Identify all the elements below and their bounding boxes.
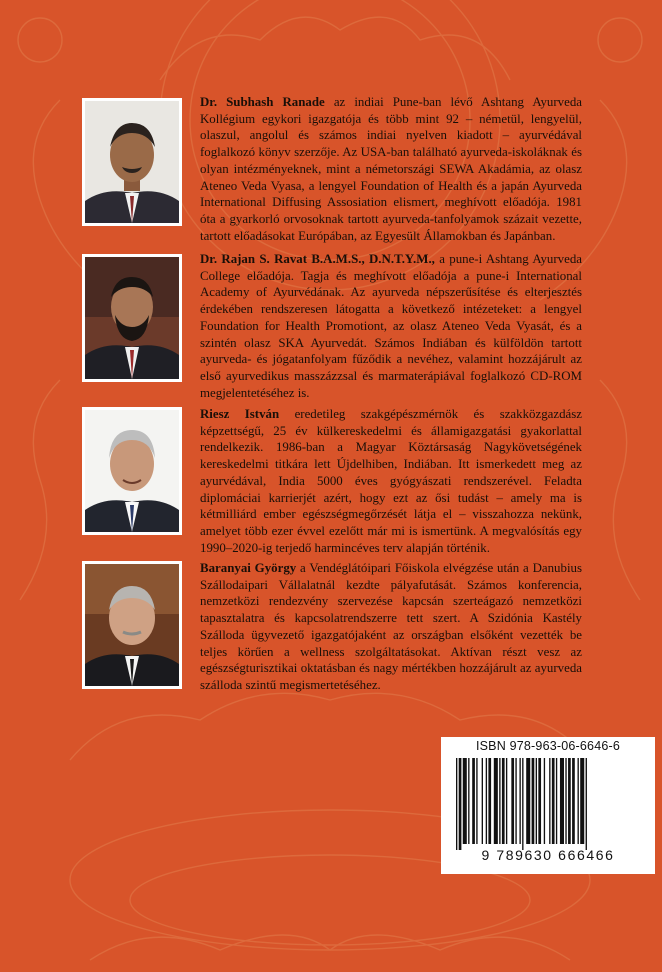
barcode-bar	[506, 758, 507, 844]
barcode-bar	[526, 758, 530, 844]
portrait-photo-ranade	[82, 98, 182, 226]
barcode-bar	[519, 758, 520, 844]
barcode-bar	[482, 758, 483, 844]
barcode-bar	[556, 758, 557, 844]
barcode-bar	[544, 758, 545, 844]
bio-text-baranyai: a Vendéglátóipari Főiskola elvégzése után a Danubius Szállodaipari Vállalatnál kezdte pályafutását. Számos konferencia, nemzetközi rendezvény szervezése kapcsán szerteágazó nemzetközi tapasztalatra és kapcsolatrendszerre tett szert. A Szidónia Kastély Szálloda ügyvezető igazgatójaként az országban elsőként vezették be teljes körűen a wellness szolgáltatásokat. Aktívan részt vesz az egészségturisztikai oktatásban és nagy mértékben hozzájárult az ayurveda szálloda szintű megismertetéséhez.	[200, 561, 582, 692]
barcode-bar	[538, 758, 541, 844]
barcode-bar	[586, 758, 587, 850]
barcode-bar	[476, 758, 477, 844]
bio-ravat	[200, 251, 582, 401]
bio-riesz	[200, 406, 582, 556]
barcode-bar	[456, 758, 457, 850]
barcode-bar	[488, 758, 491, 844]
barcode-bar	[502, 758, 505, 844]
bio-ranade	[200, 94, 582, 244]
barcode-bar	[572, 758, 575, 844]
barcode-bar	[494, 758, 498, 844]
barcode-bar	[565, 758, 566, 844]
barcode-bar	[463, 758, 467, 844]
barcode-bar	[468, 758, 469, 844]
barcode-bar	[552, 758, 555, 844]
barcode-bar	[499, 758, 500, 844]
barcode-bar	[532, 758, 535, 844]
bio-text-ranade: az indiai Pune-ban lévő Ashtang Ayurveda Kollégium egykori igazgatója és több mint 92 – németül, lengyelül, olaszul, angolul és számos indiai nyelven kiadott – ayurvédával foglalkozó könyv szerzője. Az USA-ban található ayurveda-iskoláknak és olyan intézményeknek, mint a németországi SEWA Akadámia, az olasz Ateneo Veda Vyasa, a lengyel Foundation of Health és a japán Ayurveda International Diffusing Assosiation elismert, meghívott előadója. 1981 óta a gyarkorló orvosoknak tartott ayurveda-tanfolyamok százait vezette, tartott előadásokat Európában, az Egyesült Államokban és Japánban.	[200, 95, 582, 243]
bio-text-ravat: a pune-i Ashtang Ayurveda College előadója. Tagja és meghívott előadója a pune-i International Academy of Ayurvédának. Az ayurveda népszerűsítése és elterjesztés érdekében rendszeresen látogatta a következő intézeteket: a lengyel Foundation for Health Promotiont, az olasz Ateneo Veda Vyasát, és a szintén olasz SKA Ayurvedát. Számos Indiában és külföldön tartott ayurveda- és jógatanfolyam fűződik a nevéhez, valamint hozzájárult az első ayurvedikus masszázzsal és marmaterápiával foglalkozó CD-ROM megjelentetéséhez is.	[200, 252, 582, 400]
portrait-photo-ravat	[82, 254, 182, 382]
barcode-bar	[578, 758, 579, 844]
barcode-bar	[522, 758, 523, 850]
barcode-bar	[549, 758, 550, 844]
bio-text-riesz: eredetileg szakgépészmérnök és szakközgazdász képzettségű, 25 év külkereskedelmi és államigazgatási gyakorlattal rendelkezik. 1986-ban a Magyar Köztársaság Nagykövetségének kereskedelmi titkára lett Újdelhiben, Indiában. Itt ismerkedett meg az ayurvédával, India 5000 éves gyógyászati rendszerével. Feladta diplomáciai karrierjét azért, hogy ezt az ősi tudást – amely ma is kétmilliárd ember egészségmegőrzését látja el – visszahozza nekünk, amelyet több ezer évvel ezelőtt már mi is ismertünk. A megvalósítás egy 1990–2020-ig terjedő harmincéves terv alapján történik.	[200, 407, 582, 555]
bio-name-riesz: Riesz István	[200, 407, 280, 421]
barcode-bar	[472, 758, 475, 844]
barcode-bar	[511, 758, 514, 844]
barcode-bar	[536, 758, 537, 844]
bio-name-ranade: Dr. Subhash Ranade	[200, 95, 325, 109]
bio-name-ravat: Dr. Rajan S. Ravat B.A.M.S., D.N.T.Y.M.,	[200, 252, 435, 266]
isbn-label: ISBN 978-963-06-6646-6	[475, 739, 621, 753]
barcode-digits: 9 789630 666466	[481, 847, 615, 863]
barcode-bar	[580, 758, 584, 844]
barcode-bar	[486, 758, 487, 844]
portrait-photo-baranyai	[82, 561, 182, 689]
barcode-bar	[515, 758, 516, 844]
barcode-bar	[568, 758, 571, 844]
isbn-barcode-box	[441, 737, 655, 874]
barcode-bar	[459, 758, 462, 850]
portrait-photo-riesz	[82, 407, 182, 535]
bio-name-baranyai: Baranyai György	[200, 561, 297, 575]
bio-baranyai	[200, 560, 582, 694]
barcode-bar	[560, 758, 564, 844]
barcode-bars	[454, 755, 642, 853]
